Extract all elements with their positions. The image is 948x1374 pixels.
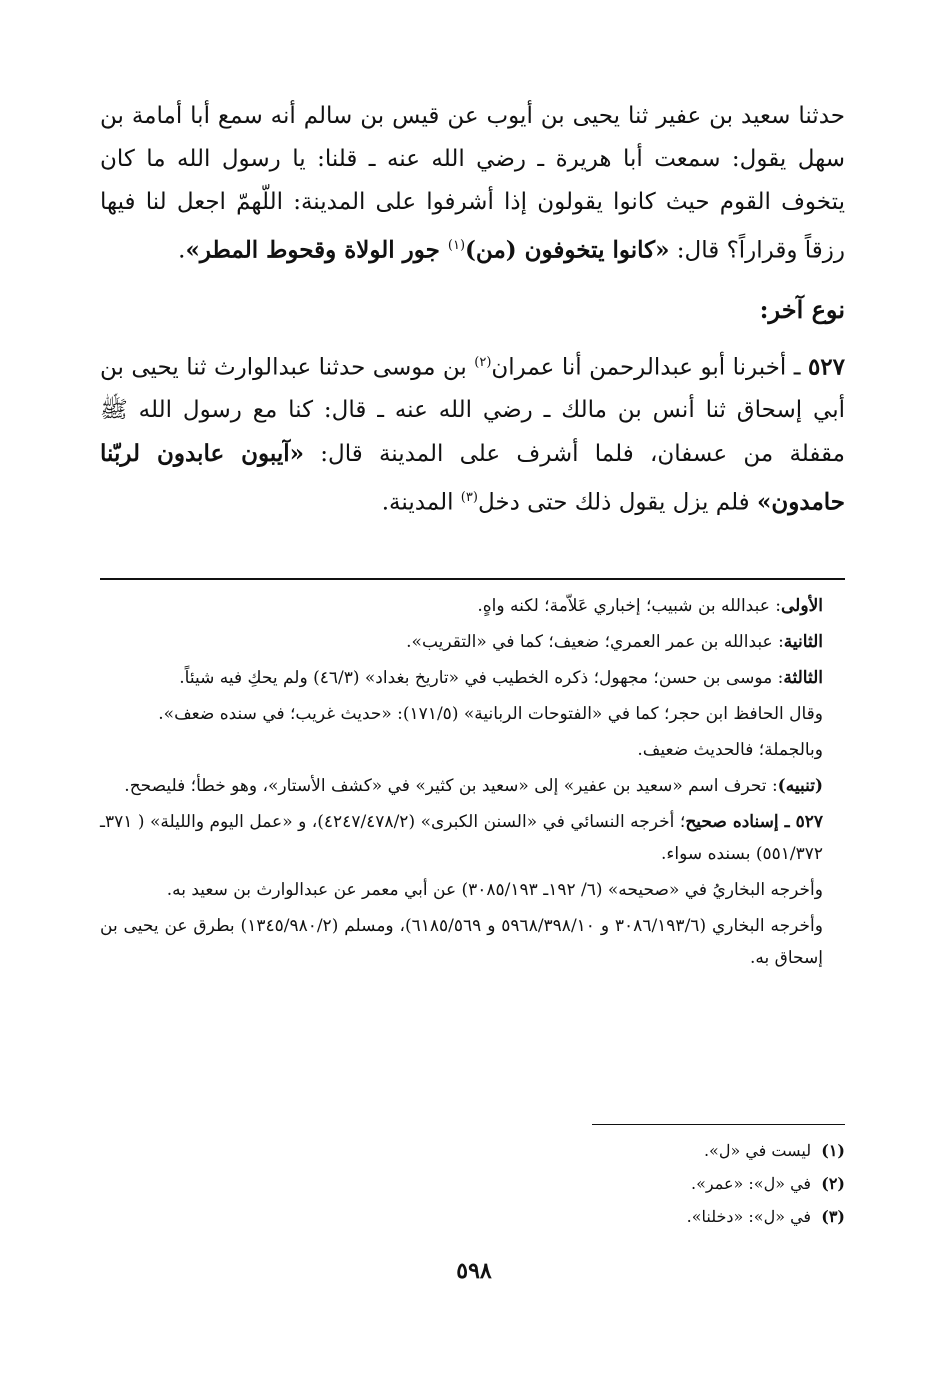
footnote-ref-1: (١) (447, 238, 466, 253)
paragraph-2-text-a: ـ أخبرنا أبو عبدالرحمن أنا عمران (491, 354, 808, 381)
footnote-item (100, 1134, 845, 1167)
footnote-item (100, 1167, 845, 1200)
note-label: الثالثة (783, 668, 823, 688)
footnotes (100, 1134, 845, 1233)
note-item (100, 590, 845, 622)
note-text: وأخرجه البخاريُ في «صحيحه» (٦/ ١٩٢ـ ٣٠٨٥/١٩٣) عن أبي معمر عن عبدالوارث بن سعيد به. (166, 880, 823, 900)
note-item (100, 662, 845, 694)
note-text: : موسى بن حسن؛ مجهول؛ ذكره الخطيب في «تاريخ بغداد» (٤٦/٣) ولم يحكِ فيه شيئاً. (179, 668, 784, 688)
footnote-ref-2: (٢) (474, 354, 492, 370)
footnote-number: (١) (821, 1141, 845, 1160)
note-text: : عبدالله بن شبيب؛ إخباري عَلاّمة؛ لكنه واهٍ. (477, 596, 782, 616)
footnote-text: في «ل»: «دخلنا». (686, 1207, 812, 1226)
notes-divider (100, 578, 845, 580)
section-heading: نوع آخر: (759, 294, 845, 324)
note-label: (تنبيه) (777, 776, 823, 796)
note-text: وبالجملة؛ فالحديث ضعيف. (637, 740, 823, 760)
note-item (100, 734, 845, 766)
note-item (100, 698, 845, 730)
note-item (100, 770, 845, 802)
note-label: الثانية (783, 632, 823, 652)
note-label: ٥٢٧ ـ إسناده صحيح (685, 812, 823, 832)
note-label: الأولى (781, 596, 823, 616)
note-item (100, 626, 845, 658)
paragraph-2-bold: «آيبون عابدون لربّنا حامدون» (100, 440, 845, 516)
note-text: : عبدالله بن عمر العمري؛ ضعيف؛ كما في «التقريب». (406, 632, 784, 652)
note-item (100, 874, 845, 906)
note-text: : تحرف اسم «سعيد بن عفير» إلى «سعيد بن كثير» في «كشف الأستار»، وهو خطأ؛ فليصحح. (124, 776, 778, 796)
paragraph-1-bold-a: «كانوا يتخوفون (من) (465, 236, 670, 264)
footnote-number: (٢) (821, 1174, 845, 1193)
note-item (100, 910, 845, 974)
commentary-notes (100, 590, 845, 978)
paragraph-2-text-d: المدينة. (381, 489, 461, 516)
paragraph-1-text: حدثنا سعيد بن عفير ثنا يحيى بن أيوب عن قيس بن سالم أنه سمع أبا أمامة بن سهل يقول: سمعت أبا هريرة ـ رضي الله عنه ـ قلنا: يا رسول الله ما كان يتخوف القوم حيث كانوا يقولون إذا أشرفوا على المدينة: اللّهمّ اجعل لنا فيها رزقاً وقراراً؟ قال: (100, 103, 846, 264)
footnote-item (100, 1200, 845, 1233)
footnote-text: ليست في «ل». (703, 1141, 812, 1160)
footnote-text: في «ل»: «عمر». (691, 1174, 812, 1193)
hadith-number: ٥٢٧ (807, 353, 845, 381)
footnote-number: (٣) (821, 1207, 845, 1226)
paragraph-2-text-c: فلم يزل يقول ذلك حتى دخل (477, 489, 757, 516)
paragraph-2-text-b: بن موسى حدثنا عبدالوارث ثنا يحيى بن أبي إسحاق ثنا أنس بن مالك ـ رضي الله عنه ـ قال: كنا مع رسول الله ﷺ مقفلة من عسفان، فلما أشرف على المدينة قال: (100, 354, 845, 468)
page-number: ٥٩٨ (456, 1258, 492, 1284)
note-item (100, 806, 845, 870)
note-text: وقال الحافظ ابن حجر؛ كما في «الفتوحات الربانية» (١٧١/٥): «حديث غريب؛ في سنده ضعف». (158, 704, 823, 724)
footnotes-divider (592, 1124, 845, 1125)
main-text (100, 95, 845, 525)
note-text: وأخرجه البخاري (٣٠٨٦/١٩٣/٦ و ٥٩٦٨/٣٩٨/١٠ و ٦١٨٥/٥٦٩)، ومسلم (١٣٤٥/٩٨٠/٢) بطرق عن يحيى بن إسحاق به. (100, 916, 823, 968)
paragraph-2 (100, 341, 845, 525)
paragraph-1-end: . (178, 237, 186, 264)
note-text: ؛ أخرجه النسائي في «السنن الكبرى» (٤٢٤٧/٤٧٨/٢)، و «عمل اليوم والليلة» ( ٣٧١ـ ٥٥١/٣٧٢) بسنده سواء. (100, 812, 823, 864)
paragraph-1 (100, 95, 845, 273)
footnote-ref-3: (٣) (460, 490, 478, 506)
paragraph-1-bold-b: جور الولاة وقحوط المطر» (185, 236, 448, 264)
